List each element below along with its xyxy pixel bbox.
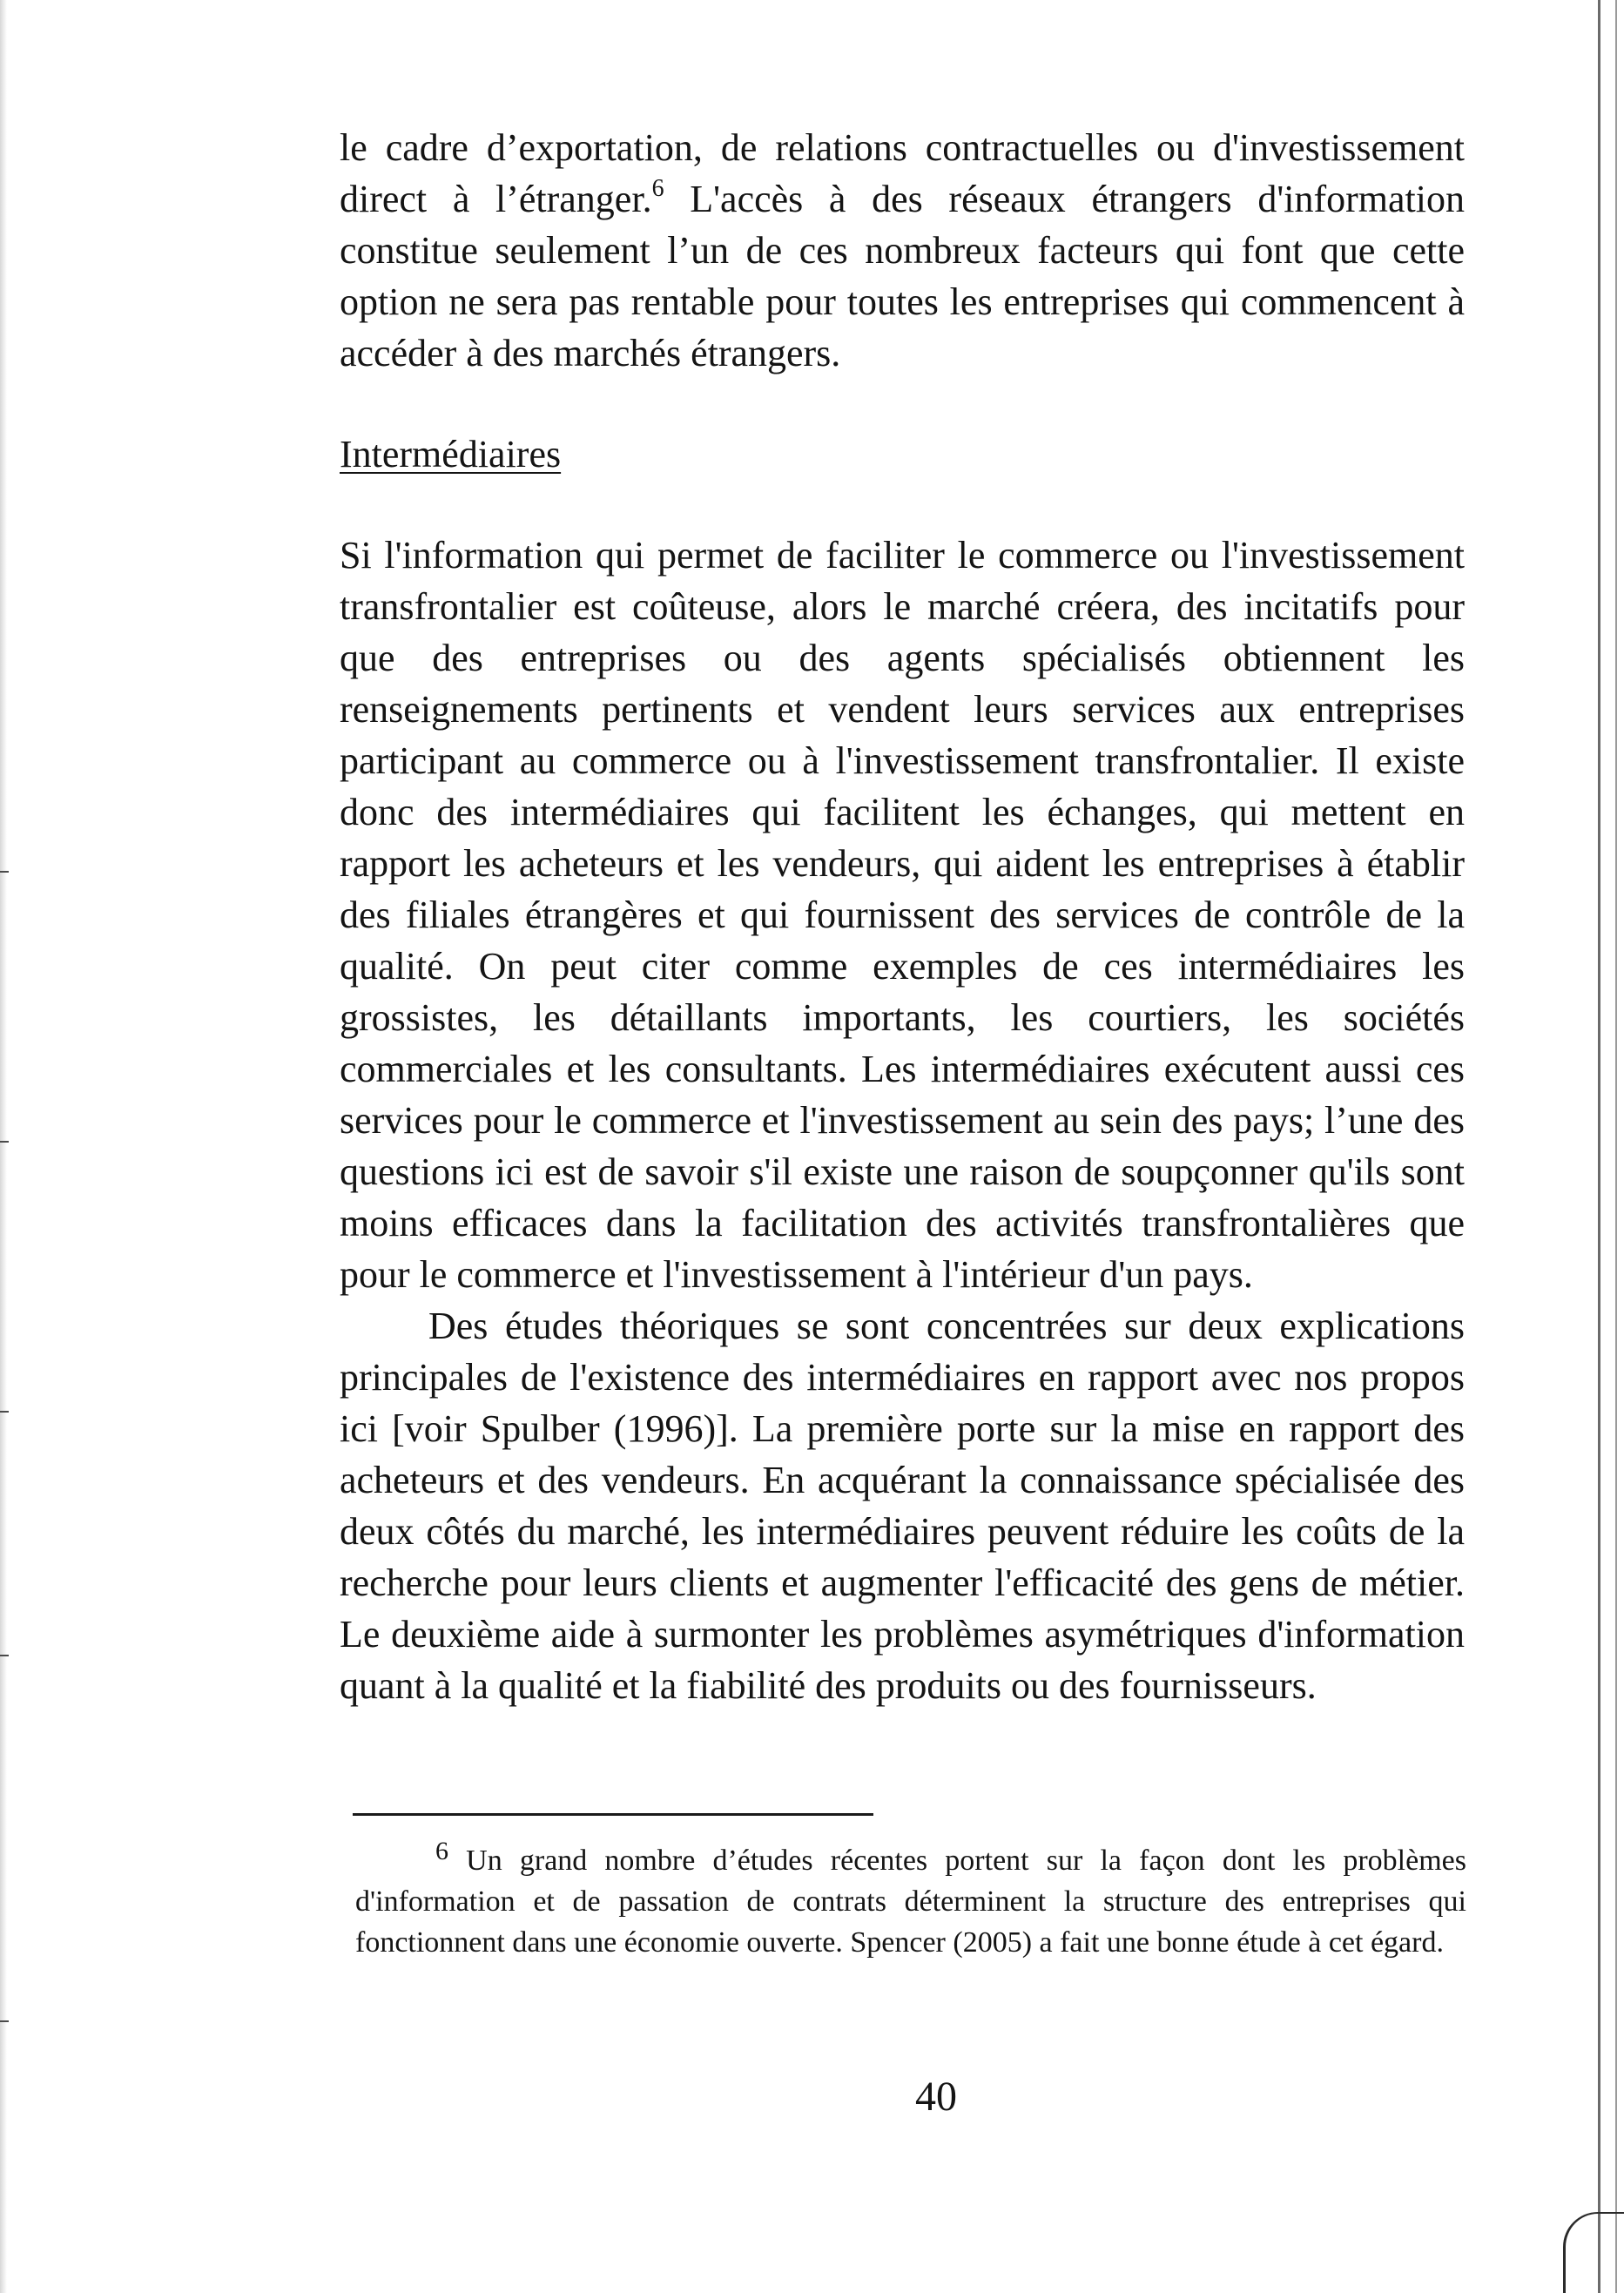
footnote: [355, 1837, 1466, 1963]
section-heading: Intermédiaires: [340, 433, 562, 475]
page-number: 40: [915, 2074, 957, 2120]
book-spine-curve: [1563, 2212, 1624, 2293]
paragraph-intermediaires: Si l'information qui permet de faciliter le commerce ou l'investissement transfrontalier est coûteuse, alors le marché créera, des incitatifs pour que des entreprises ou des agents spécialisés obtiennent les renseignements pertinents et vendent leurs services aux entreprises participant au commerce ou à l'investissement transfrontalier. Il existe donc des intermédiaires qui facilitent les échanges, qui mettent en rapport les acheteurs et les vendeurs, qui aident les entreprises à établir des filiales étrangères et qui fournissent des services de contrôle de la qualité. On peut citer comme exemples de ces intermédiaires les grossistes, les détaillants importants, les courtiers, les sociétés commerciales et les consultants. Les intermédiaires exécutent aussi ces services pour le commerce et l'investissement au sein des pays; l’une des questions ici est de savoir s'il existe une raison de soupçonner qu'ils sont moins efficaces dans la facilitation des activités transfrontalières que pour le commerce et l'investissement à l'intérieur d'un pays.: [340, 534, 1465, 1296]
footnote-reference[interactable]: 6: [651, 175, 664, 202]
scan-mark: [0, 1655, 9, 1656]
scan-mark: [0, 2020, 9, 2022]
paragraph-theoretical-studies: Des études théoriques se sont concentrées sur deux explications principales de l'existence des intermédiaires en rapport avec nos propos ici [voir Spulber (1996)]. La première porte sur la mise en rapport des acheteurs et des vendeurs. En acquérant la connaissance spécialisée des deux côtés du marché, les intermédiaires peuvent réduire les coûts de la recherche pour leurs clients et augmenter l'efficacité des gens de métier. Le deuxième aide à surmonter les problèmes asymétriques d'information quant à la qualité et la fiabilité des produits ou des fournisseurs.: [340, 1305, 1465, 1707]
paragraph-intro-continuation: L'accès à des réseaux étrangers d'information constitue seulement l’un de ces nombreux facteurs qui font que cette option ne sera pas rentable pour toutes les entreprises qui commencent à accéder à des marchés étrangers.: [340, 178, 1465, 374]
page-body: [340, 122, 1465, 1711]
scan-mark: [0, 1411, 9, 1413]
scan-right-edge: [1582, 0, 1624, 2293]
paragraph-intro: [340, 122, 1465, 379]
footnote-text: Un grand nombre d’études récentes portent sur la façon dont les problèmes d'information et de passation de contrats déterminent la structure des entreprises qui fonctionnent dans une économie ouverte. Spencer (2005) a fait une bonne étude à cet égard.: [355, 1845, 1466, 1959]
paragraph-intro-text: le cadre d’exportation, de relations contractuelles ou d'investissement direct à l’étranger.: [340, 126, 1465, 220]
footnote-number: 6: [435, 1837, 448, 1865]
scan-left-edge: [0, 0, 7, 2293]
scan-mark: [0, 871, 9, 873]
footnote-separator: [353, 1813, 873, 1816]
scan-mark: [0, 1141, 9, 1143]
